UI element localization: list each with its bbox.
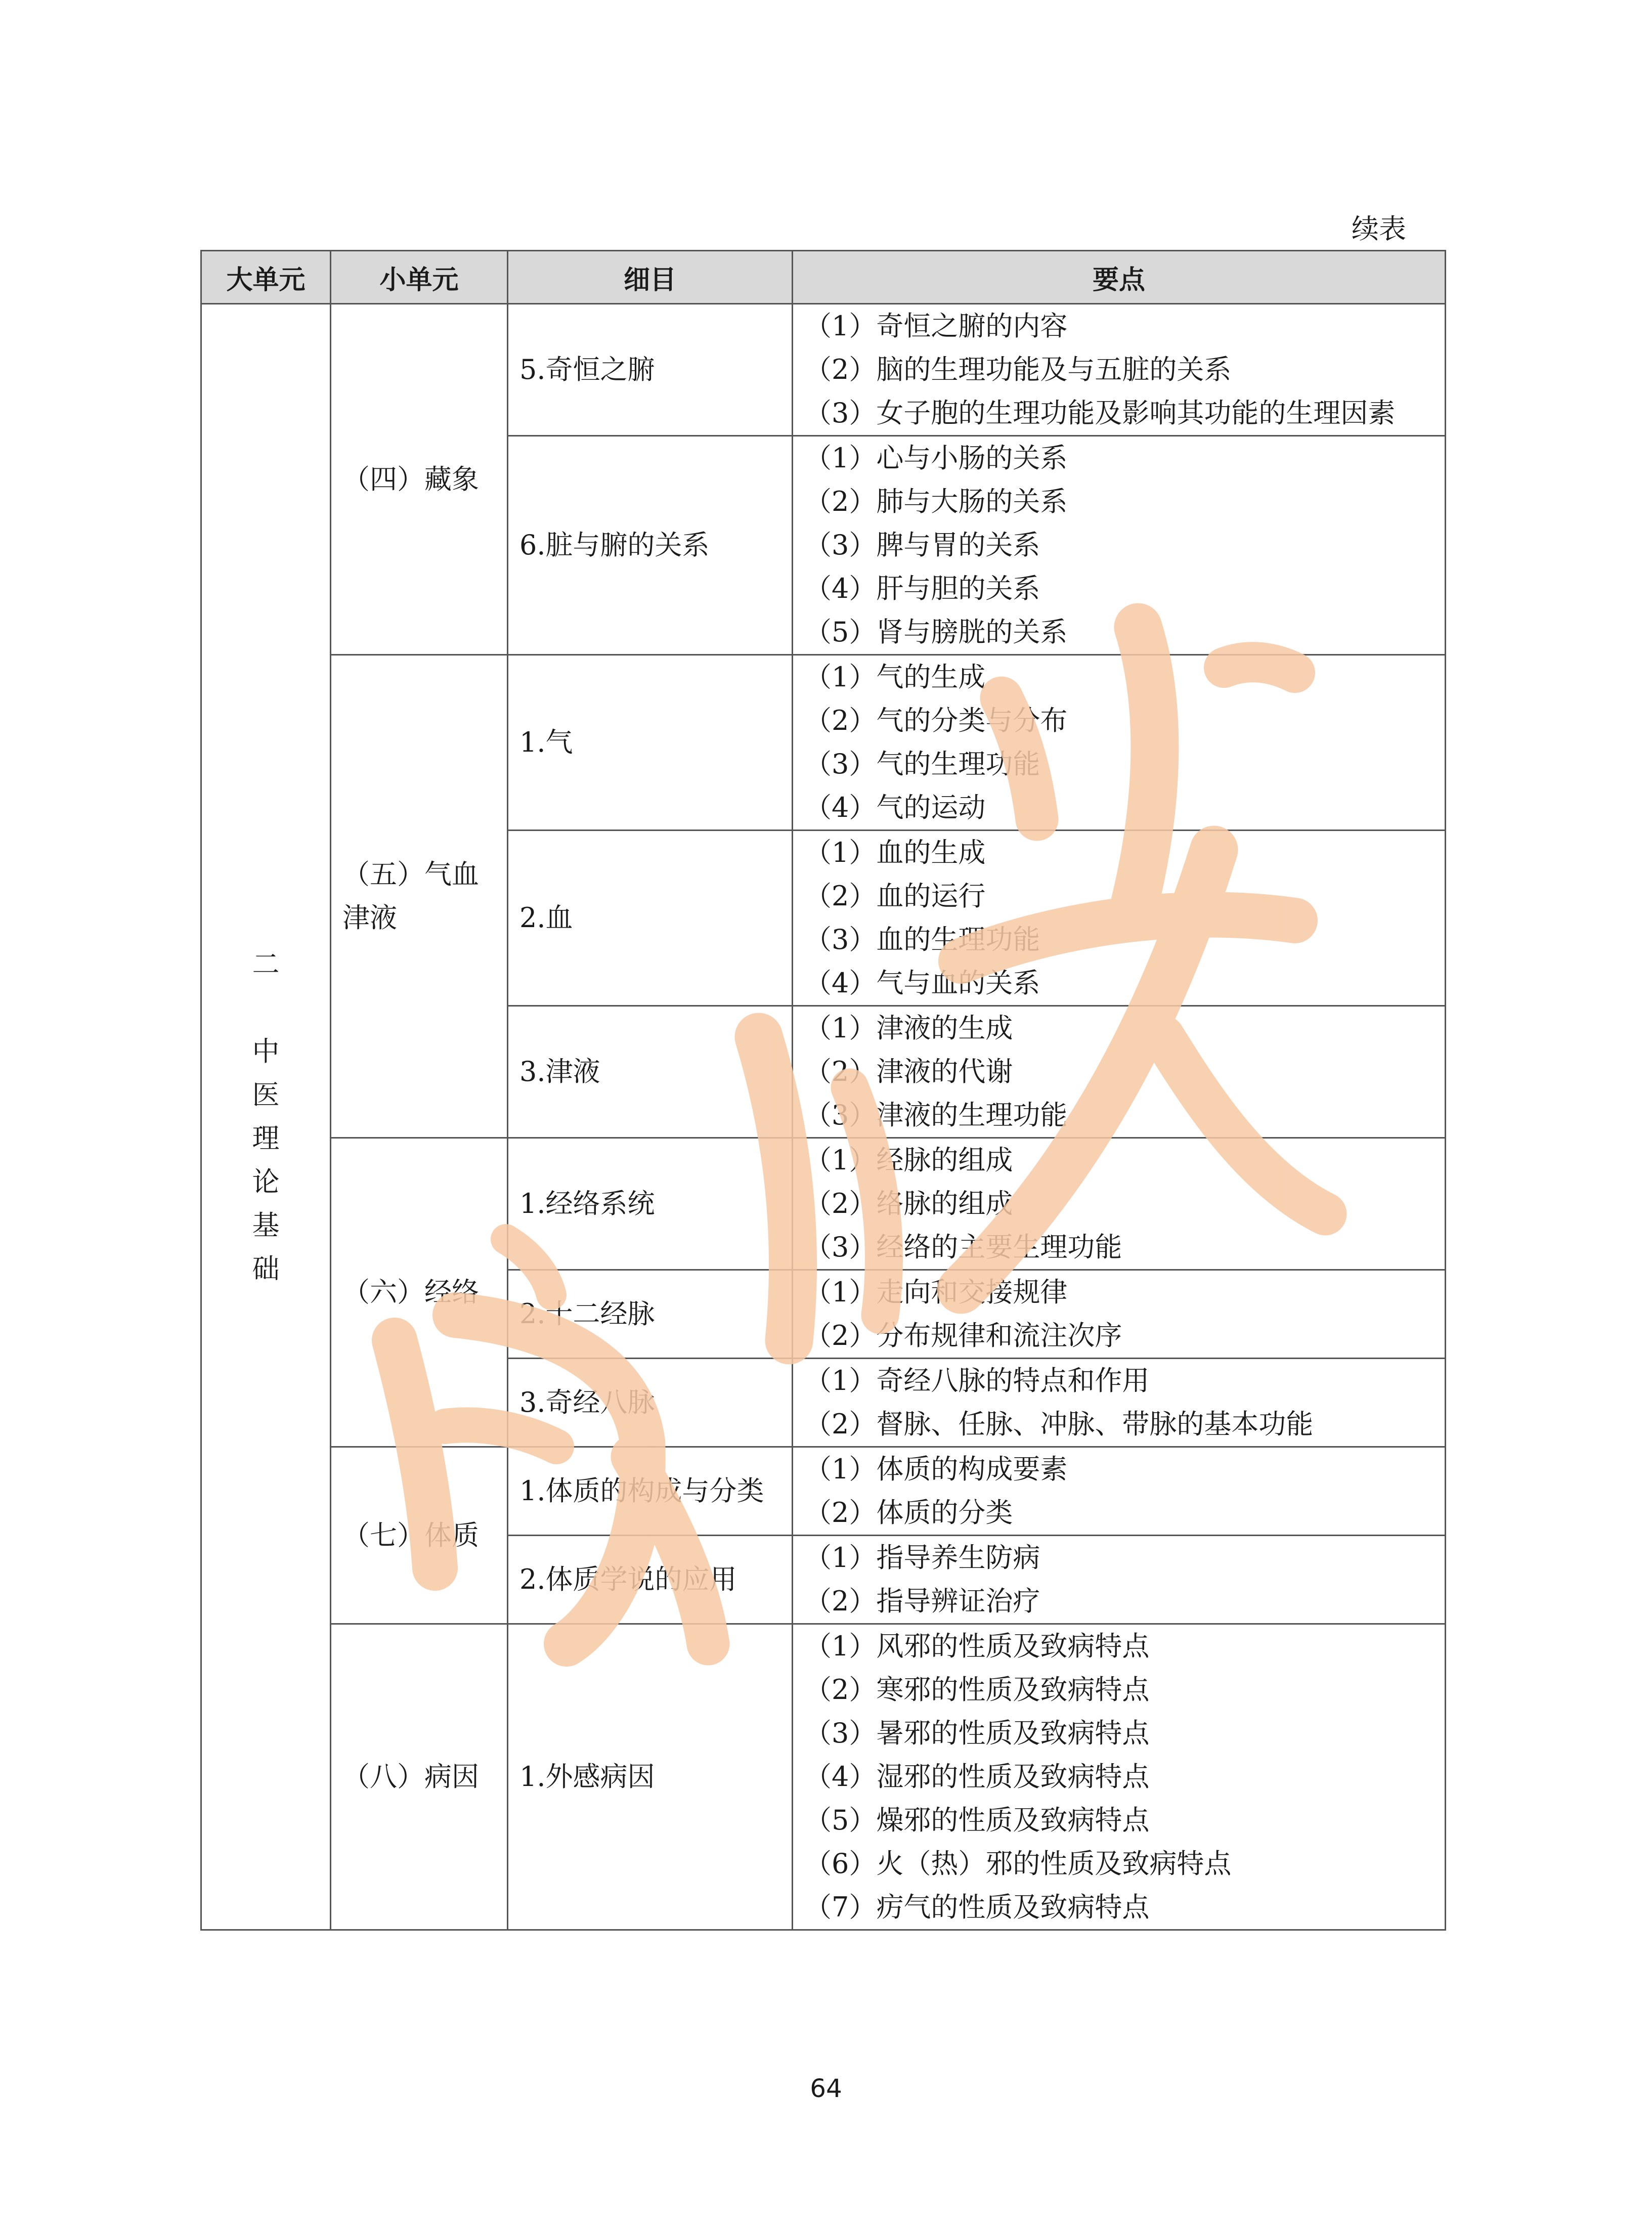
- point-text: （2）脑的生理功能及与五脏的关系: [804, 354, 1232, 385]
- header-points: 要点: [793, 251, 1446, 304]
- points-cell: [793, 1447, 1446, 1536]
- point-text: （3）津液的生理功能: [804, 1099, 1068, 1131]
- point-text: （3）血的生理功能: [804, 924, 1040, 955]
- table-row: [201, 1447, 1446, 1536]
- point-text: （2）指导辨证治疗: [804, 1585, 1040, 1617]
- point-text: （1）风邪的性质及致病特点: [804, 1630, 1150, 1662]
- point-text: （3）脾与胃的关系: [804, 529, 1040, 561]
- point-text: （2）血的运行: [804, 880, 986, 912]
- point-text: （2）寒邪的性质及致病特点: [804, 1674, 1150, 1706]
- points-cell: [793, 1270, 1446, 1359]
- item-cell: 1.气: [508, 655, 793, 831]
- point-text: （3）女子胞的生理功能及影响其功能的生理因素: [804, 397, 1396, 429]
- point-text: （1）奇经八脉的特点和作用: [804, 1365, 1150, 1397]
- point-text: （4）肝与胆的关系: [804, 573, 1040, 604]
- point-text: （5）燥邪的性质及致病特点: [804, 1804, 1150, 1836]
- sub-unit-cell: （六）经络: [331, 1138, 508, 1447]
- point-text: （6）火（热）邪的性质及致病特点: [804, 1848, 1232, 1880]
- item-cell: 1.体质的构成与分类: [508, 1447, 793, 1536]
- points-cell: [793, 655, 1446, 831]
- point-text: （1）气的生成: [804, 661, 986, 693]
- item-cell: 1.经络系统: [508, 1138, 793, 1270]
- item-cell: 5.奇恒之腑: [508, 304, 793, 436]
- table-row: [201, 655, 1446, 831]
- point-text: （2）体质的分类: [804, 1497, 1013, 1529]
- point-text: （5）肾与膀胱的关系: [804, 616, 1068, 648]
- point-text: （1）指导养生防病: [804, 1542, 1040, 1574]
- points-cell: [793, 436, 1446, 655]
- point-text: （2）督脉、任脉、冲脉、带脉的基本功能: [804, 1408, 1314, 1440]
- continuation-label: 续表: [1352, 213, 1406, 245]
- point-text: （3）暑邪的性质及致病特点: [804, 1717, 1150, 1749]
- sub-unit-cell: （八）病因: [331, 1624, 508, 1930]
- table-row: [201, 1624, 1446, 1930]
- points-cell: [793, 831, 1446, 1006]
- sub-unit-cell: （五）气血 津液: [331, 655, 508, 1138]
- point-text: （1）血的生成: [804, 837, 986, 868]
- point-text: （1）走向和交接规律: [804, 1276, 1068, 1308]
- points-cell: [793, 1138, 1446, 1270]
- sub-unit-cell: （七）体质: [331, 1447, 508, 1624]
- point-text: （2）气的分类与分布: [804, 705, 1068, 736]
- point-text: （1）津液的生成: [804, 1012, 1013, 1044]
- item-cell: 2.体质学说的应用: [508, 1536, 793, 1624]
- item-cell: 6.脏与腑的关系: [508, 436, 793, 655]
- point-text: （2）分布规律和流注次序: [804, 1320, 1122, 1351]
- points-cell: [793, 1006, 1446, 1138]
- point-text: （4）湿邪的性质及致病特点: [804, 1761, 1150, 1793]
- item-cell: 2.十二经脉: [508, 1270, 793, 1359]
- points-cell: [793, 1536, 1446, 1624]
- header-big-unit: 大单元: [201, 251, 331, 304]
- point-text: （3）气的生理功能: [804, 748, 1040, 780]
- item-cell: 3.奇经八脉: [508, 1359, 793, 1447]
- item-cell: 1.外感病因: [508, 1624, 793, 1930]
- points-cell: [793, 1624, 1446, 1930]
- point-text: （2）肺与大肠的关系: [804, 486, 1068, 517]
- page-number: 64: [810, 2074, 842, 2103]
- point-text: （4）气与血的关系: [804, 967, 1040, 999]
- syllabus-table: [200, 250, 1446, 1931]
- points-cell: [793, 1359, 1446, 1447]
- big-unit-title: 二 中 医 理 论 基 础: [252, 948, 280, 1285]
- point-text: （1）体质的构成要素: [804, 1453, 1068, 1485]
- sub-unit-cell: （四）藏象: [331, 304, 508, 655]
- point-text: （1）奇恒之腑的内容: [804, 310, 1068, 342]
- header-item: 细目: [508, 251, 793, 304]
- table-row: [201, 304, 1446, 436]
- big-unit-cell: [201, 304, 331, 1930]
- point-text: （2）津液的代谢: [804, 1056, 1013, 1087]
- table-row: [201, 1138, 1446, 1270]
- point-text: （7）疠气的性质及致病特点: [804, 1891, 1150, 1923]
- item-cell: 2.血: [508, 831, 793, 1006]
- table-header-row: [201, 251, 1446, 304]
- point-text: （1）经脉的组成: [804, 1144, 1013, 1176]
- item-cell: 3.津液: [508, 1006, 793, 1138]
- point-text: （1）心与小肠的关系: [804, 442, 1068, 474]
- point-text: （2）络脉的组成: [804, 1188, 1013, 1219]
- point-text: （4）气的运动: [804, 792, 986, 823]
- point-text: （3）经络的主要生理功能: [804, 1231, 1122, 1263]
- points-cell: [793, 304, 1446, 436]
- header-sub-unit: 小单元: [331, 251, 508, 304]
